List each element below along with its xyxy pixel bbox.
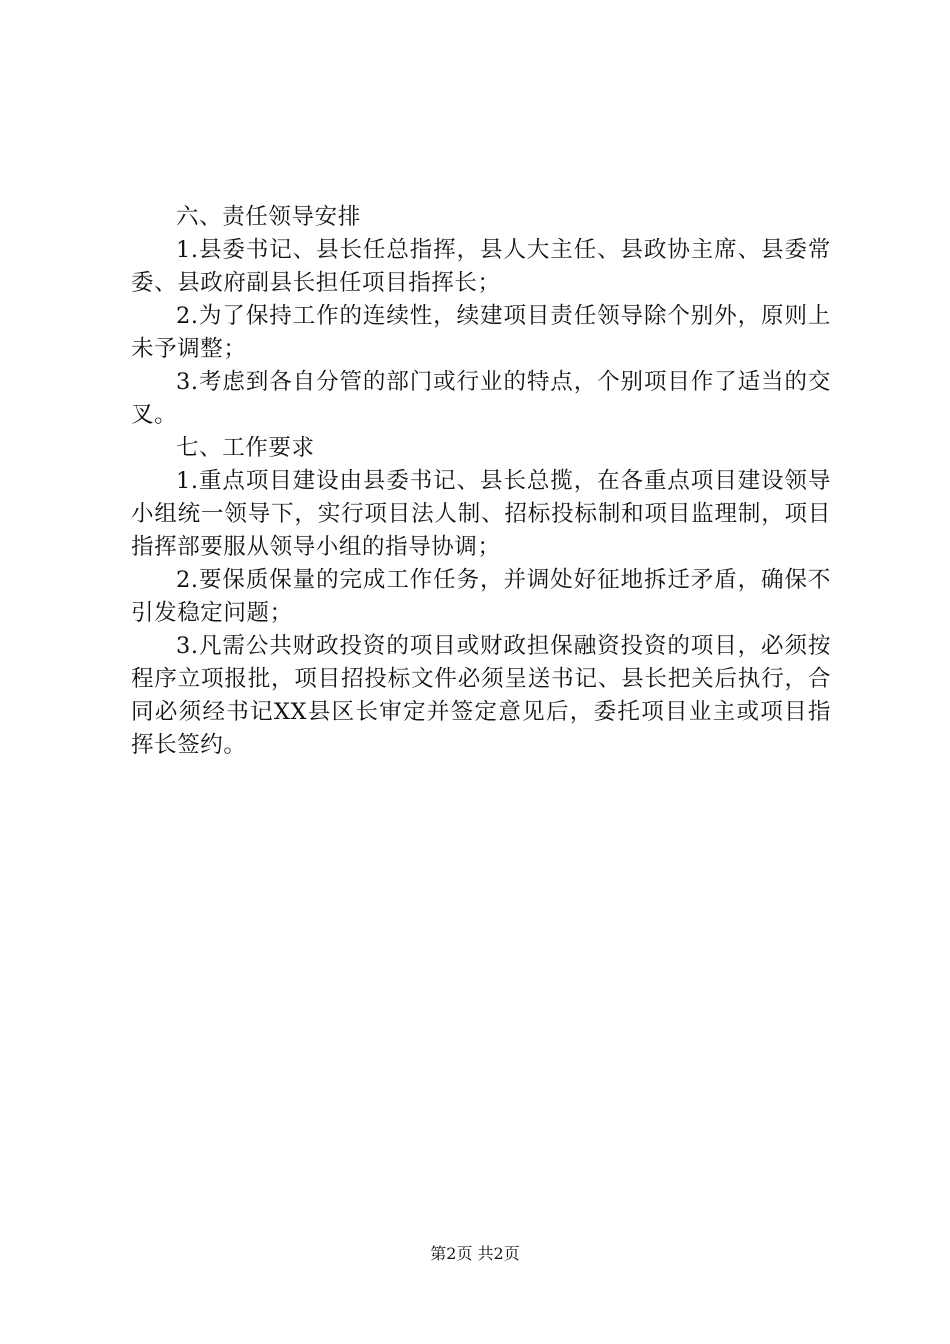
paragraph-item: 3.凡需公共财政投资的项目或财政担保融资投资的项目，必须按程序立项报批，项目招投标文件必须呈送书记、县长把关后执行，合同必须经书记XX县区长审定并签定意见后，委托项目业主或项目指挥长签约。 [131,633,831,758]
paragraph-item: 1.县委书记、县长任总指挥，县人大主任、县政协主席、县委常委、县政府副县长担任项目指挥长； [131,237,831,296]
paragraph-item: 1.重点项目建设由县委书记、县长总揽，在各重点项目建设领导小组统一领导下，实行项目法人制、招标投标制和项目监理制，项目指挥部要服从领导小组的指导协调； [131,468,831,560]
paragraph-item: 2.要保质保量的完成工作任务，并调处好征地拆迁矛盾，确保不引发稳定问题； [131,567,831,626]
section-heading-work-requirements: 七、工作要求 [176,435,315,461]
paragraph-item: 2.为了保持工作的连续性，续建项目责任领导除个别外，原则上未予调整； [131,303,831,362]
paragraph-item: 3.考虑到各自分管的部门或行业的特点，个别项目作了适当的交叉。 [131,369,831,428]
document-body [131,201,831,762]
section-heading-responsible-leaders: 六、责任领导安排 [176,204,361,230]
page-number-footer: 第2页 共2页 [430,1244,520,1263]
